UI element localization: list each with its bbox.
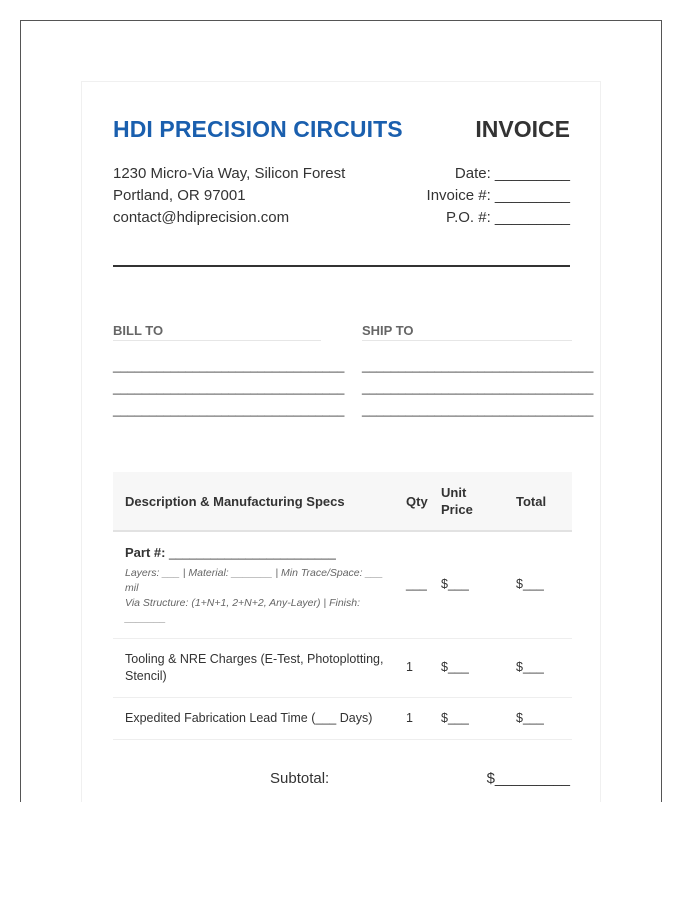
column-header-qty: Qty <box>393 472 435 531</box>
subtotal-value: $_________ <box>486 770 570 787</box>
part-number-label: Part #: <box>125 544 166 560</box>
ship-to-line: ________________________________ <box>362 358 594 373</box>
ship-to-line: ________________________________ <box>362 402 594 417</box>
ship-to-line: ________________________________ <box>362 380 594 395</box>
total-cell: $___ <box>510 697 572 739</box>
bill-to-lines <box>113 355 345 421</box>
unit-price-cell: $___ <box>435 638 510 697</box>
invoice-date-field: Date: _________ <box>454 165 570 182</box>
page-frame <box>20 20 662 802</box>
header-divider <box>113 265 570 267</box>
bill-to-line: ________________________________ <box>113 380 345 395</box>
qty-cell: ___ <box>393 531 435 638</box>
table-row <box>113 638 572 697</box>
qty-cell: 1 <box>393 638 435 697</box>
unit-price-cell: $___ <box>435 531 510 638</box>
table-header-row <box>113 472 572 531</box>
address-street: 1230 Micro-Via Way, Silicon Forest <box>113 165 346 182</box>
unit-price-line2: Price <box>441 502 473 517</box>
line-items-table <box>113 472 572 740</box>
subtotal-label: Subtotal: <box>270 770 330 787</box>
address-city: Portland, OR 97001 <box>113 187 246 204</box>
qty-cell: 1 <box>393 697 435 739</box>
bill-to-heading: BILL TO <box>113 323 321 341</box>
part-number-line <box>125 544 393 562</box>
table-row <box>113 531 572 638</box>
ship-to-heading: SHIP TO <box>362 323 572 341</box>
ship-to-section <box>362 323 594 421</box>
column-header-description: Description & Manufacturing Specs <box>113 472 393 531</box>
po-number-field: P.O. #: _________ <box>446 209 570 226</box>
ship-to-lines <box>362 355 594 421</box>
address-email: contact@hdiprecision.com <box>113 209 290 226</box>
company-name: HDI PRECISION CIRCUITS <box>113 116 403 142</box>
invoice-meta <box>427 163 570 229</box>
column-header-unit-price <box>435 472 510 531</box>
pcb-spec-cell <box>113 531 393 638</box>
spec-via-finish: Via Structure: (1+N+1, 2+N+2, Any-Layer) | Finish: _______ <box>125 596 361 624</box>
total-cell: $___ <box>510 638 572 697</box>
unit-price-cell: $___ <box>435 697 510 739</box>
invoice-number-field: Invoice #: _________ <box>426 187 570 204</box>
invoice-document <box>81 81 601 802</box>
description-cell: Expedited Fabrication Lead Time (___ Days) <box>113 697 393 739</box>
spec-layers-material: Layers: ___ | Material: _______ | Min Trace/Space: ___ mil <box>125 566 383 594</box>
part-number-blank: ________________________ <box>165 545 336 560</box>
description-cell: Tooling & NRE Charges (E-Test, Photoplotting, Stencil) <box>113 638 393 697</box>
unit-price-line1: Unit <box>441 485 467 500</box>
column-header-total: Total <box>510 472 572 531</box>
bill-to-line: ________________________________ <box>113 358 345 373</box>
bill-to-section <box>113 323 345 421</box>
document-title: INVOICE <box>475 116 570 142</box>
company-address <box>113 163 345 229</box>
bill-to-line: ________________________________ <box>113 402 345 417</box>
total-cell: $___ <box>510 531 572 638</box>
table-row <box>113 697 572 739</box>
